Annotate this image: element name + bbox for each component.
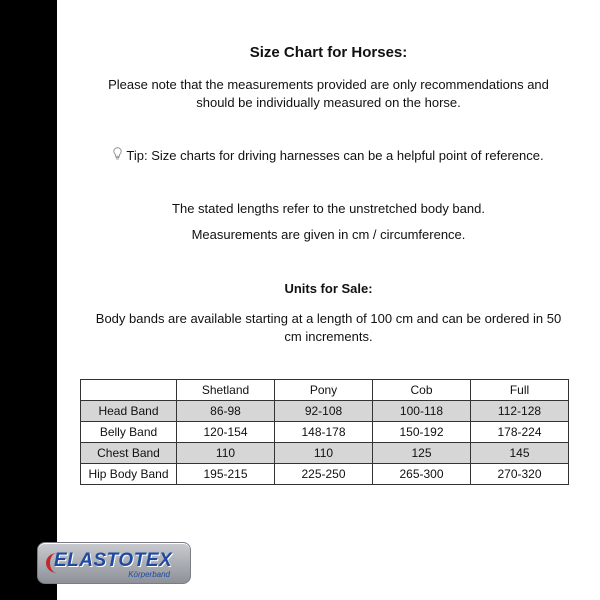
note-line-1: Please note that the measurements provided are only recommendations and — [108, 77, 549, 92]
table-cell: 195-215 — [177, 464, 275, 485]
table-cell: 150-192 — [373, 422, 471, 443]
column-header-full: Full — [471, 380, 569, 401]
units-description — [57, 310, 600, 346]
logo-brand: ELASTOTEX — [54, 550, 173, 571]
tip-text: Tip: Size charts for driving harnesses can be a helpful point of reference. — [126, 148, 544, 163]
elastotex-logo — [37, 542, 191, 584]
row-label: Hip Body Band — [81, 464, 177, 485]
table-cell: 110 — [275, 443, 373, 464]
tip-paragraph — [57, 147, 600, 165]
table-row-chest-band — [81, 443, 569, 464]
table-cell: 225-250 — [275, 464, 373, 485]
table-row-belly-band — [81, 422, 569, 443]
table-corner-cell — [81, 380, 177, 401]
measurement-note: Measurements are given in cm / circumference. — [191, 227, 466, 242]
units-line-1: Body bands are available starting at a length of 100 cm and can be ordered in 50 — [95, 311, 562, 326]
table-row-hip-body-band — [81, 464, 569, 485]
table-cell: 270-320 — [471, 464, 569, 485]
table-header-row — [81, 380, 569, 401]
unstretched-note: The stated lengths refer to the unstretched body band. — [172, 201, 485, 216]
row-label: Chest Band — [81, 443, 177, 464]
lightbulb-icon — [113, 147, 122, 165]
left-black-bar — [0, 0, 57, 600]
logo-subtitle: Körperband — [128, 570, 170, 579]
table-cell: 86-98 — [177, 401, 275, 422]
table-cell: 148-178 — [275, 422, 373, 443]
column-header-pony: Pony — [275, 380, 373, 401]
column-header-shetland: Shetland — [177, 380, 275, 401]
size-table — [80, 379, 569, 485]
table-cell: 120-154 — [177, 422, 275, 443]
units-line-2: cm increments. — [284, 329, 373, 344]
page-title: Size Chart for Horses: — [249, 44, 408, 61]
table-cell: 112-128 — [471, 401, 569, 422]
column-header-cob: Cob — [373, 380, 471, 401]
table-cell: 178-224 — [471, 422, 569, 443]
recommendation-note — [57, 76, 600, 112]
table-row-head-band — [81, 401, 569, 422]
note-line-2: should be individually measured on the horse. — [196, 95, 461, 110]
table-cell: 100-118 — [373, 401, 471, 422]
units-heading: Units for Sale: — [284, 281, 373, 296]
table-cell: 92-108 — [275, 401, 373, 422]
table-cell: 145 — [471, 443, 569, 464]
table-cell: 265-300 — [373, 464, 471, 485]
size-chart-page — [57, 0, 600, 600]
table-cell: 125 — [373, 443, 471, 464]
row-label: Head Band — [81, 401, 177, 422]
row-label: Belly Band — [81, 422, 177, 443]
table-cell: 110 — [177, 443, 275, 464]
